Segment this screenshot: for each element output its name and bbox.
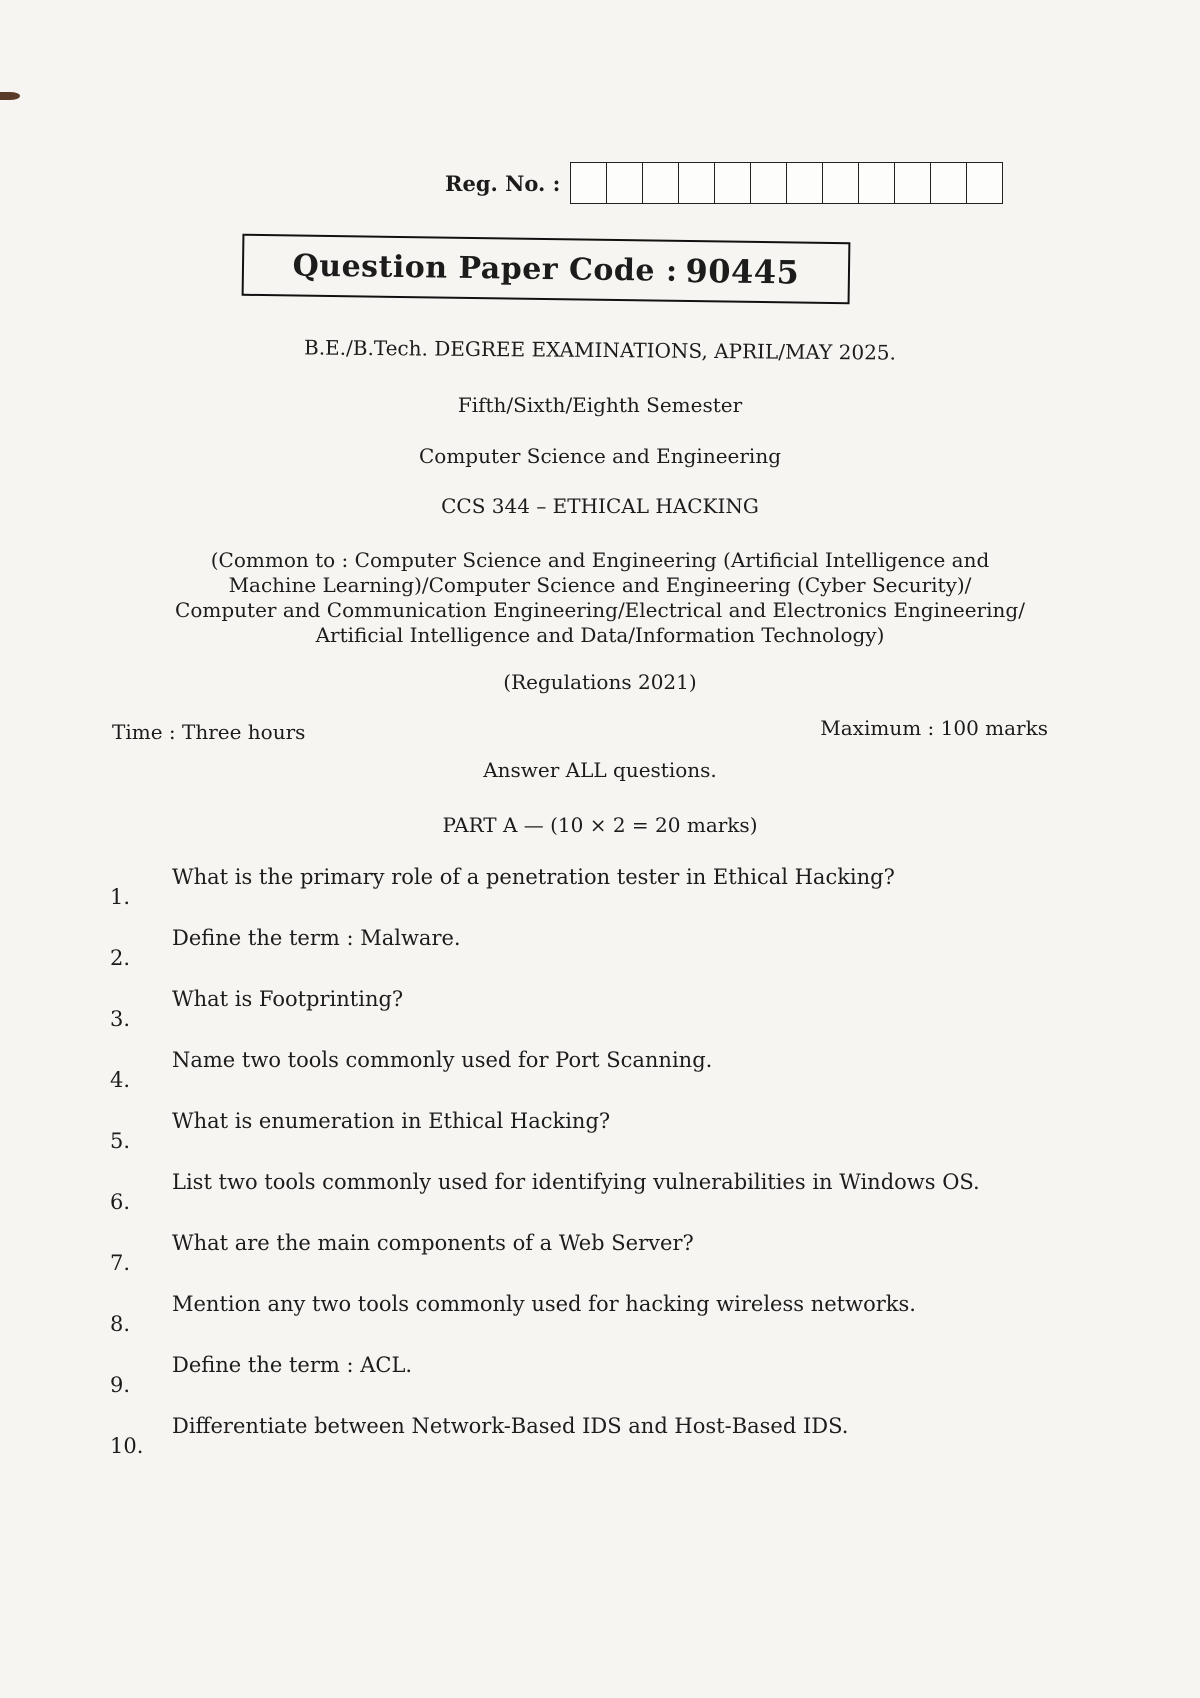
question-paper-code-label: Question Paper Code : <box>292 247 678 289</box>
question-item <box>110 1231 1110 1292</box>
department: Computer Science and Engineering <box>418 444 782 468</box>
question-text: What is Footprinting? <box>172 987 404 1011</box>
question-text: Name two tools commonly used for Port Scanning. <box>172 1048 713 1072</box>
common-to-block <box>100 548 1100 648</box>
time-allowed: Time : Three hours <box>112 720 306 744</box>
question-list <box>110 865 1110 1475</box>
question-number: 9. <box>110 1373 131 1397</box>
question-number: 7. <box>110 1251 131 1275</box>
regulations: (Regulations 2021) <box>503 670 697 694</box>
question-item <box>110 1414 1110 1475</box>
question-item <box>110 1353 1110 1414</box>
question-item <box>110 1048 1110 1109</box>
question-number: 8. <box>110 1312 131 1336</box>
reg-no-digit-box <box>679 163 715 203</box>
reg-no-field <box>445 162 1003 204</box>
reg-no-digit-box <box>859 163 895 203</box>
reg-no-digit-box <box>931 163 967 203</box>
common-to-line: (Common to : Computer Science and Engineering (Artificial Intelligence and <box>210 548 990 572</box>
question-text: Define the term : ACL. <box>172 1353 413 1377</box>
question-text: Mention any two tools commonly used for hacking wireless networks. <box>172 1292 916 1316</box>
instruction: Answer ALL questions. <box>483 758 717 782</box>
common-to-line: Artificial Intelligence and Data/Information Technology) <box>315 623 885 647</box>
reg-no-digit-box <box>787 163 823 203</box>
question-number: 4. <box>110 1068 131 1092</box>
question-item <box>110 1292 1110 1353</box>
question-text: Define the term : Malware. <box>172 926 461 950</box>
semester: Fifth/Sixth/Eighth Semester <box>457 393 743 417</box>
reg-no-digit-box <box>967 163 1002 203</box>
question-number: 3. <box>110 1007 131 1031</box>
question-item <box>110 1109 1110 1170</box>
common-to-line: Computer and Communication Engineering/Electrical and Electronics Engineering/ <box>175 598 1025 622</box>
course-title: CCS 344 – ETHICAL HACKING <box>441 494 759 518</box>
question-item <box>110 987 1110 1048</box>
question-paper-code: 90445 <box>685 251 800 292</box>
reg-no-digit-box <box>751 163 787 203</box>
question-text: What is the primary role of a penetration tester in Ethical Hacking? <box>172 865 895 889</box>
common-to-line: Machine Learning)/Computer Science and Engineering (Cyber Security)/ <box>228 573 972 597</box>
question-number: 6. <box>110 1190 131 1214</box>
reg-no-digit-box <box>643 163 679 203</box>
question-number: 1. <box>110 885 131 909</box>
question-item <box>110 926 1110 987</box>
maximum-marks: Maximum : 100 marks <box>820 716 1048 740</box>
question-text: Differentiate between Network-Based IDS and Host-Based IDS. <box>172 1414 849 1438</box>
question-item <box>110 865 1110 926</box>
reg-no-digit-box <box>823 163 859 203</box>
question-text: List two tools commonly used for identifying vulnerabilities in Windows OS. <box>172 1170 980 1194</box>
scan-edge-mark <box>0 92 20 100</box>
question-text: What are the main components of a Web Server? <box>172 1231 694 1255</box>
reg-no-label: Reg. No. : <box>445 170 561 196</box>
question-number: 10. <box>110 1434 144 1458</box>
reg-no-digit-box <box>715 163 751 203</box>
reg-no-digit-box <box>607 163 643 203</box>
reg-no-digit-box <box>571 163 607 203</box>
part-a-heading: PART A — (10 × 2 = 20 marks) <box>442 813 758 837</box>
question-text: What is enumeration in Ethical Hacking? <box>172 1109 611 1133</box>
reg-no-digit-box <box>895 163 931 203</box>
question-number: 5. <box>110 1129 131 1153</box>
question-item <box>110 1170 1110 1231</box>
question-paper-code-box <box>242 234 851 304</box>
exam-title: B.E./B.Tech. DEGREE EXAMINATIONS, APRIL/MAY 2025. <box>303 335 897 365</box>
question-number: 2. <box>110 946 131 970</box>
reg-no-boxes <box>570 162 1003 204</box>
